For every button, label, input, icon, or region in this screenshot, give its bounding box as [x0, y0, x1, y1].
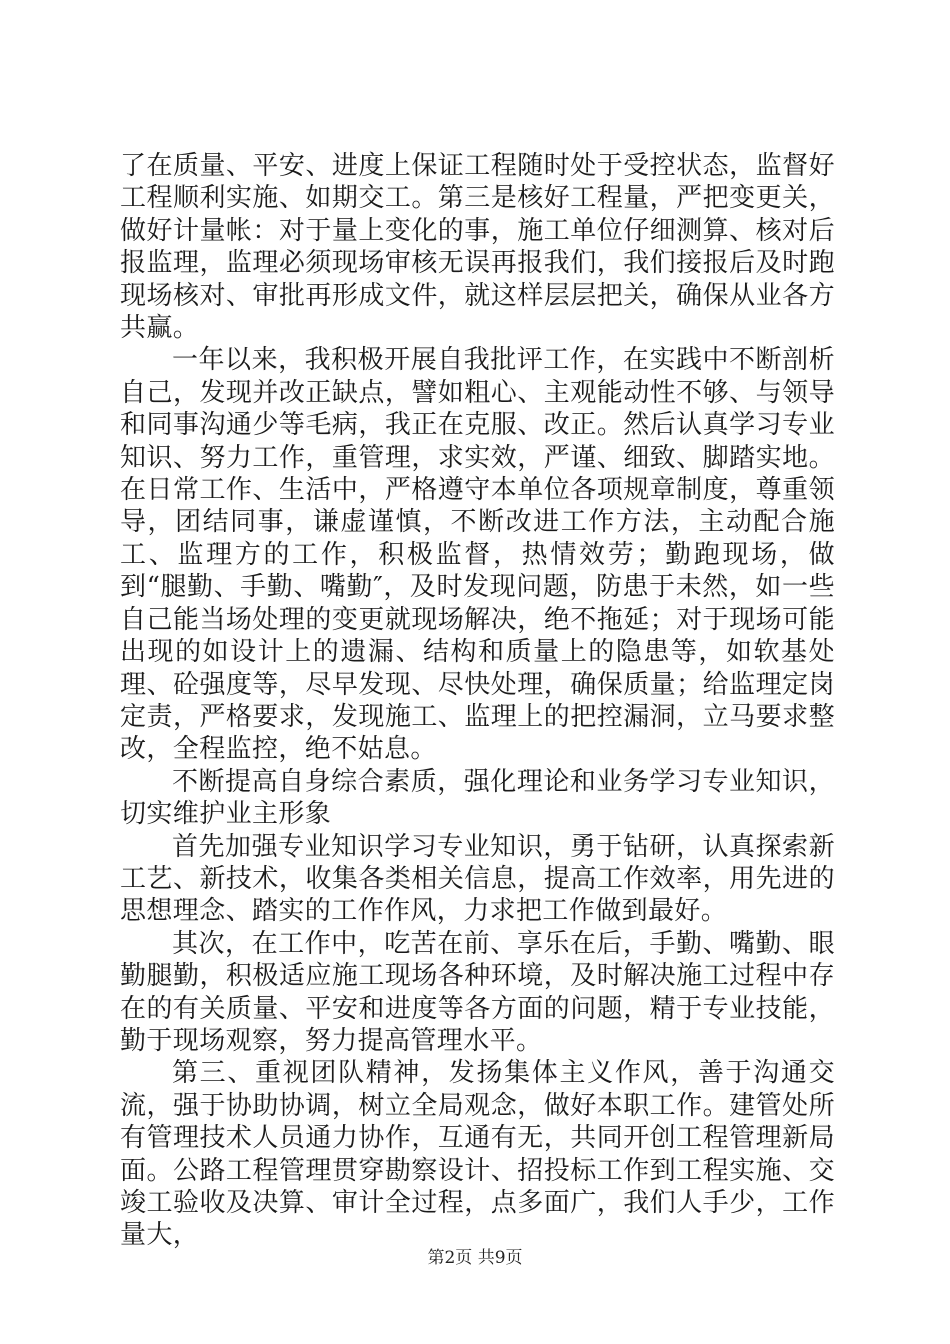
paragraph-5: 其次，在工作中，吃苦在前、享乐在后，手勤、嘴勤、眼勤腿勤，积极适应施工现场各种环境，及时解决施工过程中存在的有关质量、平安和进度等各方面的问题，精于专业技能，勤于现场观察，努力提高管理水平。 — [120, 928, 835, 1056]
document-body — [120, 150, 835, 1252]
page-number-footer: 第2页 共9页 — [427, 1248, 523, 1268]
paragraph-6: 第三、重视团队精神，发扬集体主义作风，善于沟通交流，强于协助协调，树立全局观念，做好本职工作。建管处所有管理技术人员通力协作，互通有无，共同开创工程管理新局面。公路工程管理贯穿勘察设计、招投标工作到工程实施、交竣工验收及决算、审计全过程，点多面广，我们人手少，工作量大， — [120, 1058, 835, 1251]
paragraph-2: 一年以来，我积极开展自我批评工作，在实践中不断剖析自己，发现并改正缺点，譬如粗心、主观能动性不够、与领导和同事沟通少等毛病，我正在克服、改正。然后认真学习专业知识、努力工作，重管理，求实效，严谨、细致、脚踏实地。在日常工作、生活中，严格遵守本单位各项规章制度，尊重领导，团结同事，谦虚谨慎，不断改进工作方法，主动配合施工、监理方的工作，积极监督，热情效劳；勤跑现场，做到“腿勤、手勤、嘴勤″，及时发现问题，防患于未然，如一些自己能当场处理的变更就现场解决，绝不拖延；对于现场可能出现的如设计上的遗漏、结构和质量上的隐患等，如软基处理、砼强度等，尽早发现、尽快处理，确保质量；给监理定岗定责，严格要求，发现施工、监理上的把控漏洞，立马要求整改，全程监控，绝不姑息。 — [120, 345, 835, 765]
paragraph-3: 不断提高自身综合素质，强化理论和业务学习专业知识，切实维护业主形象 — [120, 766, 835, 830]
paragraph-1: 了在质量、平安、进度上保证工程随时处于受控状态，监督好工程顺利实施、如期交工。第三是核好工程量，严把变更关，做好计量帐：对于量上变化的事，施工单位仔细测算、核对后报监理，监理必须现场审核无误再报我们，我们接报后及时跑现场核对、审批再形成文件，就这样层层把关，确保从业各方共赢。 — [120, 151, 835, 344]
paragraph-4: 首先加强专业知识学习专业知识，勇于钻研，认真探索新工艺、新技术，收集各类相关信息，提高工作效率，用先进的思想理念、踏实的工作作风，力求把工作做到最好。 — [120, 831, 835, 927]
